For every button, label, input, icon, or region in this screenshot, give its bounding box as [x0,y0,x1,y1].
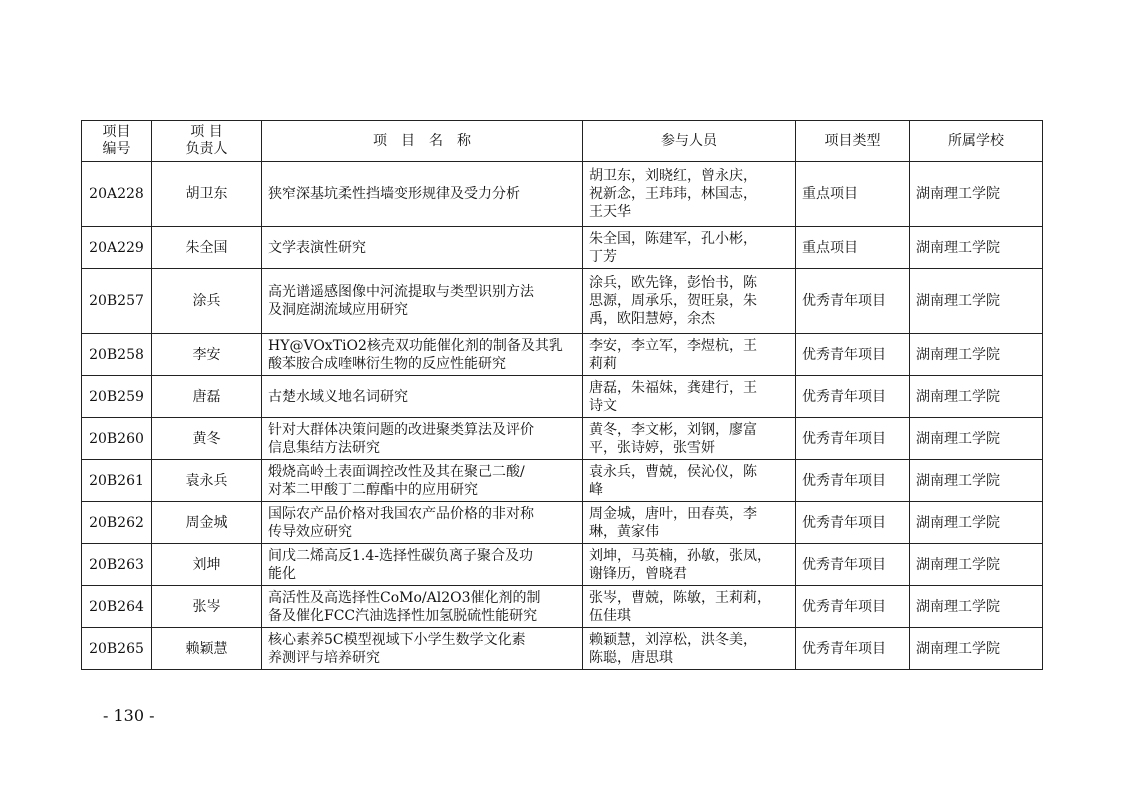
cell-project-type: 优秀青年项目 [796,586,910,628]
cell-project-name [262,502,583,544]
cell-project-name [262,162,583,227]
cell-members [583,418,796,460]
cell-project-name-line: 酸苯胺合成喹啉衍生物的反应性能研究 [268,355,506,372]
cell-project-name [262,544,583,586]
cell-project-name-line: 及洞庭湖流域应用研究 [268,302,408,318]
header-project-id [82,121,152,162]
cell-members-line: 莉莉 [589,355,617,372]
cell-project-name-line: 核心素养5C模型视域下小学生数学文化素 [268,631,526,648]
cell-members-line: 赖颖慧，刘淳松，洪冬美， [589,631,757,648]
cell-project-leader: 周金城 [152,502,262,544]
cell-project-leader: 朱全国 [152,227,262,269]
table-row [82,418,1043,460]
cell-project-name-line: 高活性及高选择性CoMo/Al2O3催化剂的制 [268,589,541,606]
cell-project-name [262,586,583,628]
table-row [82,502,1043,544]
table-row [82,460,1043,502]
header-members: 参与人员 [583,121,796,162]
cell-members-line: 伍佳琪 [589,607,631,624]
cell-project-name-line: 间戊二烯高反1.4-选择性碳负离子聚合及功 [268,547,533,564]
cell-project-name [262,628,583,670]
cell-project-type: 重点项目 [796,162,910,227]
cell-project-id: 20B260 [82,418,152,460]
cell-project-type: 优秀青年项目 [796,269,910,334]
cell-project-id: 20B265 [82,628,152,670]
cell-project-name-line: 养测评与培养研究 [268,649,380,666]
cell-project-name-line: 传导效应研究 [268,523,352,540]
cell-project-id: 20A229 [82,227,152,269]
table-row [82,376,1043,418]
cell-project-id: 20B261 [82,460,152,502]
cell-members-line: 谢锋历，曾晓君 [589,565,687,582]
project-table [81,120,1043,670]
cell-school: 湖南理工学院 [910,376,1043,418]
cell-members [583,162,796,227]
table-row [82,544,1043,586]
header-project-id-line2: 编号 [102,141,131,157]
header-project-leader-line2: 负责人 [185,141,228,157]
header-project-leader [152,121,262,162]
cell-project-name-line: 能化 [268,565,296,582]
cell-members-line: 胡卫东，刘晓红，曾永庆， [589,168,757,184]
table-row [82,162,1043,227]
cell-school: 湖南理工学院 [910,460,1043,502]
header-project-name: 项 目 名 称 [262,121,583,162]
cell-members-line: 思源，周承乐，贺旺泉，朱 [589,293,757,309]
table-body [82,162,1043,670]
cell-members-line: 祝新念，王玮玮，林国志， [589,186,757,202]
cell-project-leader: 刘坤 [152,544,262,586]
cell-members [583,227,796,269]
cell-project-id: 20A228 [82,162,152,227]
cell-project-type: 优秀青年项目 [796,628,910,670]
cell-members-line: 黄冬，李文彬，刘钢，廖富 [589,421,757,438]
cell-members [583,376,796,418]
cell-project-leader: 涂兵 [152,269,262,334]
cell-school: 湖南理工学院 [910,502,1043,544]
cell-members-line: 琳，黄家伟 [589,523,659,540]
cell-members [583,586,796,628]
header-project-leader-line1: 项 目 [190,124,223,140]
cell-members-line: 禹，欧阳慧婷，余杰 [589,311,715,327]
cell-project-name [262,418,583,460]
table-row [82,227,1043,269]
cell-members-line: 陈聪，唐思琪 [589,649,673,666]
cell-members-line: 诗文 [589,397,617,414]
table-row [82,586,1043,628]
cell-project-id: 20B264 [82,586,152,628]
cell-project-name [262,227,583,269]
cell-project-leader: 李安 [152,334,262,376]
cell-project-name-line: 文学表演性研究 [268,239,366,256]
cell-project-leader: 袁永兵 [152,460,262,502]
cell-project-name-line: 对苯二甲酸丁二醇酯中的应用研究 [268,481,478,498]
header-school: 所属学校 [910,121,1043,162]
cell-project-id: 20B263 [82,544,152,586]
cell-project-type: 优秀青年项目 [796,544,910,586]
cell-project-name-line: HY@VOxTiO2核壳双功能催化剂的制备及其乳 [268,337,563,354]
cell-members-line: 涂兵，欧先锋，彭怡书，陈 [589,275,757,291]
cell-members [583,544,796,586]
cell-members [583,460,796,502]
cell-project-type: 优秀青年项目 [796,334,910,376]
cell-project-name-line: 煅烧高岭土表面调控改性及其在聚己二酸/ [268,463,525,480]
cell-project-id: 20B259 [82,376,152,418]
table-row [82,334,1043,376]
cell-members [583,502,796,544]
cell-school: 湖南理工学院 [910,334,1043,376]
cell-members-line: 张岑，曹兢，陈敏，王莉莉， [589,589,771,606]
cell-school: 湖南理工学院 [910,269,1043,334]
cell-project-name [262,334,583,376]
cell-project-id: 20B262 [82,502,152,544]
cell-members-line: 朱全国，陈建军，孔小彬， [589,230,757,247]
header-project-id-line1: 项目 [102,124,131,140]
table-row [82,269,1043,334]
cell-members-line: 袁永兵，曹兢，侯沁仪，陈 [589,463,757,480]
cell-project-name [262,460,583,502]
cell-school: 湖南理工学院 [910,544,1043,586]
cell-project-name-line: 古楚水域义地名词研究 [268,388,408,405]
cell-project-name-line: 备及催化FCC汽油选择性加氢脱硫性能研究 [268,607,538,624]
cell-project-leader: 赖颖慧 [152,628,262,670]
cell-members-line: 王天华 [589,204,631,220]
cell-members-line: 唐磊，朱福妹，龚建行，王 [589,379,757,396]
table-row [82,628,1043,670]
cell-project-type: 优秀青年项目 [796,460,910,502]
cell-project-id: 20B257 [82,269,152,334]
cell-project-type: 优秀青年项目 [796,502,910,544]
cell-members-line: 周金城，唐叶，田春英，李 [589,505,757,522]
cell-members-line: 刘坤，马英楠，孙敏，张凤， [589,547,771,564]
cell-project-name-line: 高光谱遥感图像中河流提取与类型识别方法 [268,284,534,300]
cell-members [583,269,796,334]
cell-project-leader: 唐磊 [152,376,262,418]
cell-project-id: 20B258 [82,334,152,376]
cell-project-leader: 胡卫东 [152,162,262,227]
cell-project-leader: 黄冬 [152,418,262,460]
cell-project-leader: 张岑 [152,586,262,628]
cell-members-line: 丁芳 [589,248,617,265]
cell-project-name-line: 狭窄深基坑柔性挡墙变形规律及受力分析 [268,186,520,202]
header-project-type: 项目类型 [796,121,910,162]
cell-school: 湖南理工学院 [910,418,1043,460]
cell-project-name-line: 信息集结方法研究 [268,439,380,456]
cell-project-type: 优秀青年项目 [796,376,910,418]
cell-members-line: 平，张诗婷，张雪妍 [589,439,715,456]
cell-project-name [262,269,583,334]
cell-members [583,628,796,670]
cell-school: 湖南理工学院 [910,586,1043,628]
cell-members-line: 峰 [589,481,603,498]
cell-project-name-line: 国际农产品价格对我国农产品价格的非对称 [268,505,534,522]
cell-school: 湖南理工学院 [910,227,1043,269]
cell-project-type: 重点项目 [796,227,910,269]
cell-project-type: 优秀青年项目 [796,418,910,460]
table-header-row [82,121,1043,162]
cell-school: 湖南理工学院 [910,628,1043,670]
cell-school: 湖南理工学院 [910,162,1043,227]
cell-project-name-line: 针对大群体决策问题的改进聚类算法及评价 [268,421,534,438]
cell-members [583,334,796,376]
page-number: - 130 - [103,706,155,725]
cell-project-name [262,376,583,418]
cell-members-line: 李安，李立军，李煜杭，王 [589,337,757,354]
